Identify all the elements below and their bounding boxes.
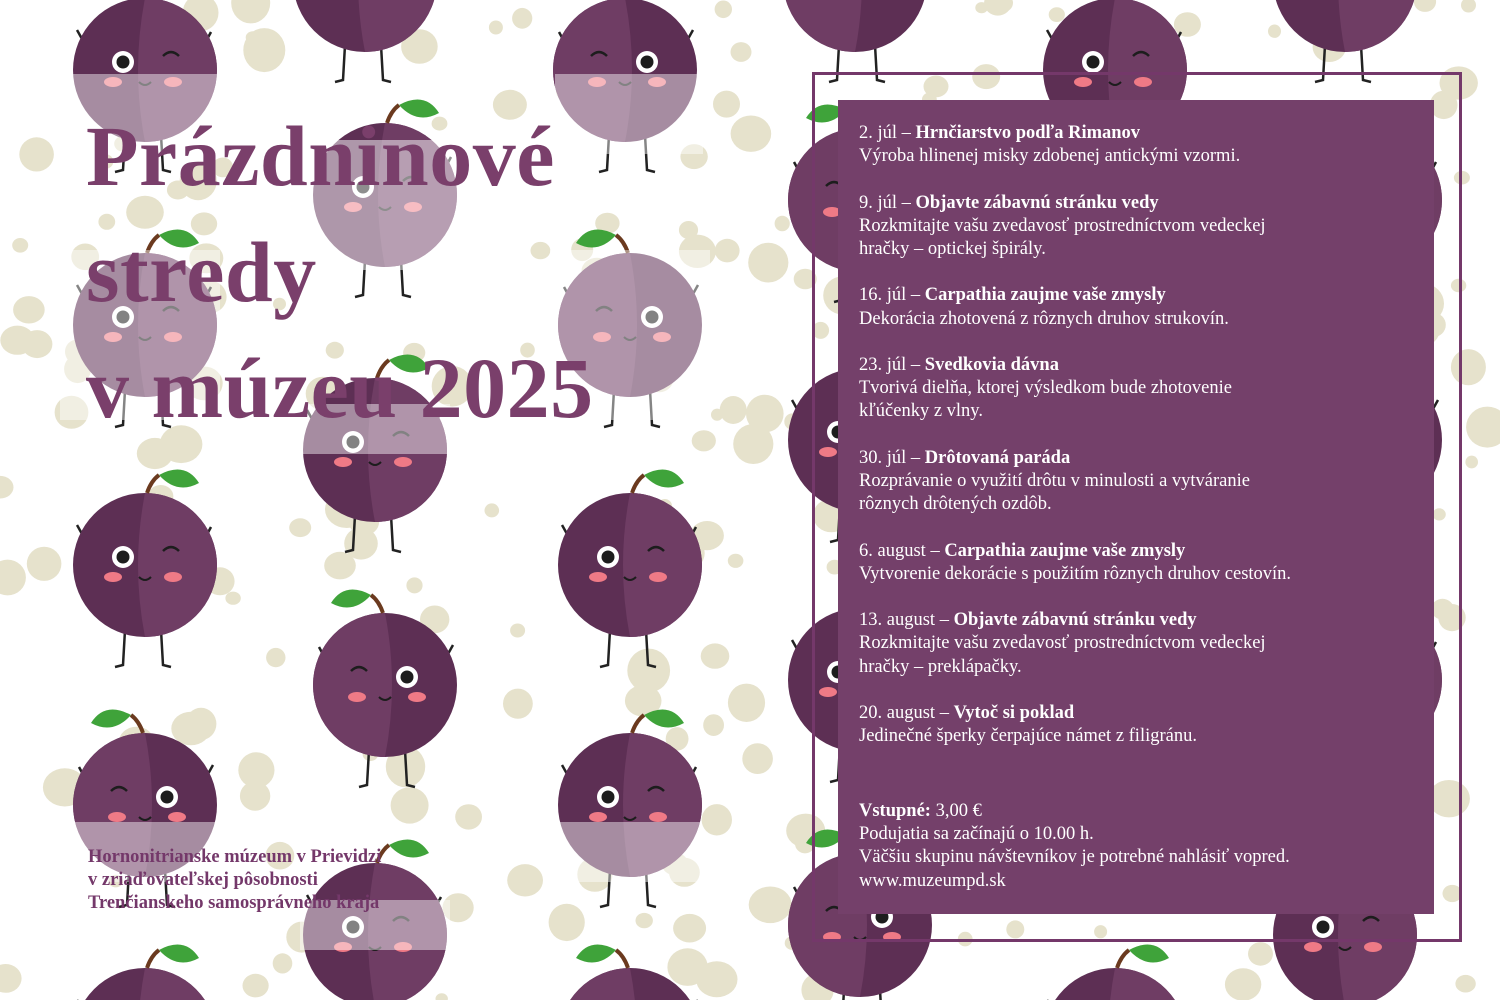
pattern-dot bbox=[12, 238, 28, 253]
event-description-line: kľúčenky z vlny. bbox=[859, 401, 983, 422]
event-description bbox=[859, 725, 1416, 748]
plum-character-illustration bbox=[1273, 0, 1417, 82]
event-date: 9. júl bbox=[859, 192, 898, 213]
pattern-dot bbox=[1414, 0, 1436, 12]
pattern-dot bbox=[984, 0, 1011, 16]
pattern-dot bbox=[455, 804, 482, 829]
pattern-dot bbox=[748, 243, 788, 283]
info-block bbox=[859, 800, 1290, 893]
event-description-line: Rozkmitajte vašu zvedavosť prostredníctvom vedeckej bbox=[859, 633, 1266, 654]
event-name: Hrnčiarstvo podľa Rimanov bbox=[915, 123, 1141, 143]
pattern-dot bbox=[728, 554, 744, 568]
event-separator: – bbox=[925, 540, 945, 561]
event-item bbox=[859, 284, 1416, 330]
pattern-dot bbox=[289, 518, 311, 537]
event-item bbox=[859, 702, 1416, 748]
pattern-dot bbox=[731, 116, 772, 152]
organizer-line-2: v zriaďovateľskej pôsobnosti bbox=[88, 870, 318, 890]
start-time-line: Podujatia sa začínajú o 10.00 h. bbox=[859, 824, 1094, 845]
pattern-dot bbox=[13, 296, 45, 323]
pattern-dot bbox=[746, 395, 784, 433]
pattern-dot bbox=[0, 560, 26, 596]
event-name: Carpathia zaujme vaše zmysly bbox=[944, 540, 1186, 561]
event-separator: – bbox=[935, 702, 954, 723]
pattern-dot bbox=[246, 31, 261, 43]
event-date: 16. júl bbox=[859, 285, 907, 306]
event-item bbox=[859, 122, 1416, 168]
pattern-dot bbox=[720, 396, 747, 424]
event-heading bbox=[859, 192, 1416, 215]
pattern-dot bbox=[731, 42, 752, 62]
pattern-dot bbox=[391, 787, 429, 823]
plum-character-illustration bbox=[73, 470, 217, 667]
event-description-line: hračky – preklápačky. bbox=[859, 656, 1022, 677]
pattern-dot bbox=[243, 974, 269, 998]
event-heading bbox=[859, 609, 1416, 632]
pattern-dot bbox=[775, 216, 790, 232]
pattern-dot bbox=[238, 752, 274, 788]
event-description bbox=[859, 308, 1416, 331]
pattern-dot bbox=[27, 547, 62, 581]
event-description bbox=[859, 377, 1416, 423]
pattern-dot bbox=[1225, 968, 1261, 1000]
event-description-line: Rozprávanie o využití drôtu v minulosti a vytváranie bbox=[859, 470, 1250, 491]
pattern-dot bbox=[507, 864, 543, 896]
pattern-dot bbox=[749, 887, 792, 924]
event-date: 6. august bbox=[859, 540, 926, 561]
pattern-dot bbox=[703, 714, 724, 736]
event-description-line: Jedinečné šperky čerpajúce námet z filigránu. bbox=[859, 726, 1197, 747]
admission-line bbox=[859, 800, 1290, 823]
pattern-dot bbox=[485, 503, 500, 517]
event-date: 13. august bbox=[859, 610, 936, 631]
organizer-block bbox=[88, 846, 381, 915]
pattern-dot bbox=[696, 961, 737, 997]
event-separator: – bbox=[906, 447, 925, 468]
pattern-dot bbox=[1466, 407, 1500, 448]
pattern-dot bbox=[673, 914, 706, 943]
pattern-dot bbox=[344, 527, 378, 559]
admission-value: 3,00 € bbox=[930, 801, 982, 821]
event-separator: – bbox=[906, 285, 925, 306]
pattern-dot bbox=[549, 904, 585, 941]
pattern-dot bbox=[715, 1, 732, 19]
pattern-dot bbox=[679, 221, 698, 239]
event-name: Objavte zábavnú stránku vedy bbox=[953, 610, 1197, 631]
pattern-dot bbox=[0, 476, 14, 499]
event-item bbox=[859, 447, 1416, 517]
event-heading bbox=[859, 284, 1416, 307]
pattern-dot bbox=[1049, 7, 1065, 22]
event-description bbox=[859, 215, 1416, 261]
event-heading bbox=[859, 122, 1416, 145]
pattern-dot bbox=[273, 953, 293, 973]
event-item bbox=[859, 540, 1416, 586]
group-notice-line: Väčšiu skupinu návštevníkov je potrebné nahlásiť vopred. bbox=[859, 847, 1290, 868]
pattern-dot bbox=[1455, 975, 1475, 993]
event-separator: – bbox=[935, 610, 954, 631]
event-description bbox=[859, 632, 1416, 678]
pattern-dot bbox=[406, 577, 422, 593]
pattern-dot bbox=[692, 430, 716, 451]
event-name: Svedkovia dávna bbox=[924, 354, 1059, 375]
event-heading bbox=[859, 540, 1416, 563]
event-date: 2. júl bbox=[859, 123, 898, 143]
event-description bbox=[859, 145, 1416, 168]
event-item bbox=[859, 609, 1416, 679]
event-description-line: Dekorácia zhotovená z rôznych druhov strukovín. bbox=[859, 308, 1229, 329]
pattern-dot bbox=[21, 332, 38, 348]
event-date: 23. júl bbox=[859, 354, 907, 375]
admission-label: Vstupné: bbox=[859, 801, 931, 821]
pattern-dot bbox=[702, 804, 732, 835]
pattern-dot bbox=[512, 8, 532, 29]
pattern-dot bbox=[1174, 12, 1201, 37]
event-date: 30. júl bbox=[859, 447, 907, 468]
title-line-3: v múzeu 2025 bbox=[86, 340, 594, 436]
pattern-dot bbox=[19, 137, 54, 171]
event-heading bbox=[859, 702, 1416, 725]
pattern-dot bbox=[636, 913, 653, 928]
pattern-dot bbox=[503, 689, 533, 719]
event-name: Objavte zábavnú stránku vedy bbox=[915, 192, 1159, 213]
event-name: Vytoč si poklad bbox=[953, 702, 1075, 723]
pattern-dot bbox=[1465, 456, 1478, 469]
title-line-1: Prázdninové bbox=[86, 108, 555, 204]
website-link[interactable]: www.muzeumpd.sk bbox=[859, 870, 1006, 891]
plum-character-illustration bbox=[783, 0, 927, 82]
event-separator: – bbox=[897, 123, 916, 143]
pattern-dot bbox=[489, 21, 503, 35]
poster-title bbox=[86, 98, 594, 446]
event-name: Carpathia zaujme vaše zmysly bbox=[924, 285, 1166, 306]
pattern-dot bbox=[0, 964, 22, 993]
event-description-line: Rozkmitajte vašu zvedavosť prostredníctvom vedeckej bbox=[859, 215, 1266, 236]
pattern-dot bbox=[728, 684, 765, 722]
plum-character-illustration bbox=[1043, 945, 1187, 1000]
event-item bbox=[859, 192, 1416, 262]
organizer-line-3: Trenčianskeho samosprávneho kraja bbox=[88, 893, 380, 913]
event-heading bbox=[859, 354, 1416, 377]
event-separator: – bbox=[906, 354, 925, 375]
pattern-dot bbox=[266, 648, 285, 667]
event-description bbox=[859, 563, 1416, 586]
pattern-dot bbox=[701, 643, 730, 668]
event-name: Drôtovaná paráda bbox=[924, 447, 1071, 468]
event-description-line: Vytvorenie dekorácie s použitím rôznych druhov cestovín. bbox=[859, 563, 1292, 584]
pattern-dot bbox=[436, 993, 448, 1000]
event-description bbox=[859, 470, 1416, 516]
pattern-dot bbox=[742, 743, 773, 774]
event-list bbox=[859, 122, 1416, 748]
event-description-line: Tvorivá dielňa, ktorej výsledkom bude zhotovenie bbox=[859, 378, 1232, 399]
event-date: 20. august bbox=[859, 702, 936, 723]
pattern-dot bbox=[713, 91, 740, 118]
pattern-dot bbox=[715, 239, 740, 263]
pattern-dot bbox=[231, 0, 270, 23]
pattern-dot bbox=[186, 708, 217, 740]
event-heading bbox=[859, 447, 1416, 470]
pattern-dot bbox=[1248, 942, 1273, 966]
plum-character-illustration bbox=[558, 470, 702, 667]
program-panel bbox=[838, 100, 1434, 914]
event-description-line: Výroba hlinenej misky zdobenej antickými vzormi. bbox=[859, 146, 1241, 167]
title-line-2: stredy bbox=[86, 224, 317, 320]
organizer-line-1: Hornonitrianske múzeum v Prievidzi bbox=[88, 847, 382, 867]
plum-character-illustration bbox=[73, 945, 217, 1000]
pattern-dot bbox=[225, 592, 240, 605]
event-separator: – bbox=[897, 192, 916, 213]
pattern-dot bbox=[1461, 0, 1476, 13]
event-item bbox=[859, 354, 1416, 424]
event-description-line: rôznych drôtených ozdôb. bbox=[859, 494, 1052, 515]
pattern-dot bbox=[510, 624, 525, 638]
pattern-dot bbox=[1268, 25, 1281, 38]
event-description-line: hračky – optickej špirály. bbox=[859, 239, 1046, 259]
